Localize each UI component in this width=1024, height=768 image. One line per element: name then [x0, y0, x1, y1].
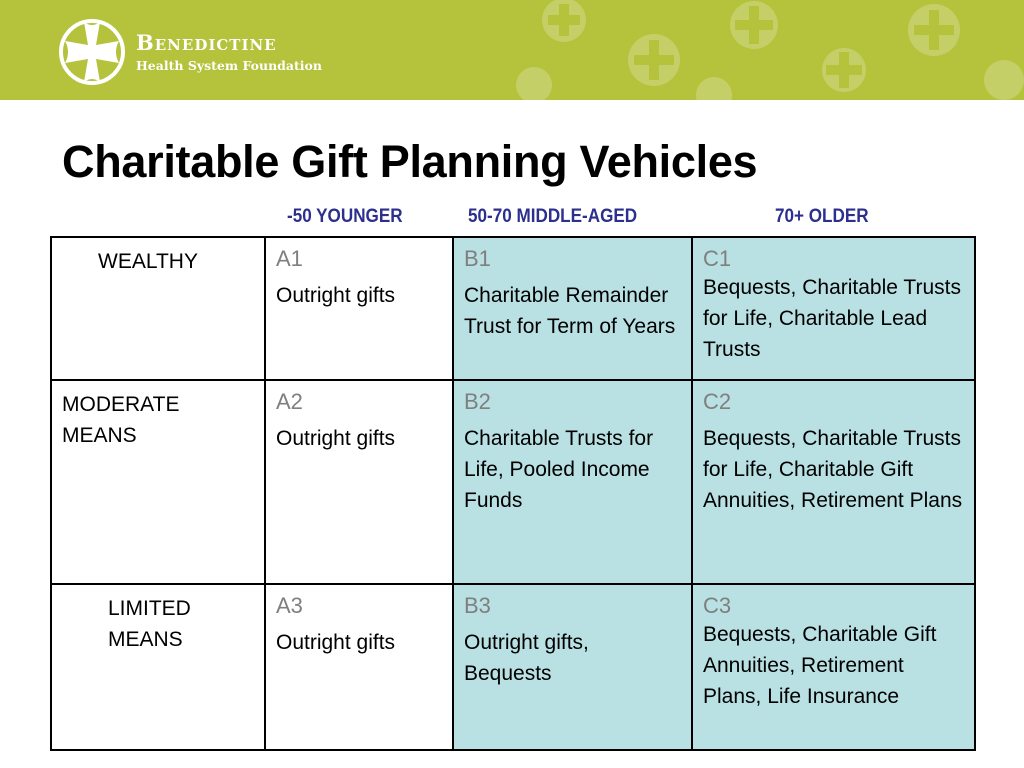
- cell-a1: [265, 237, 453, 380]
- cell-code: B3: [464, 593, 491, 618]
- cell-text: Bequests, Charitable Trusts for Life, Charitable Gift Annuities, Retirement Plans: [703, 427, 963, 512]
- cell-text: Bequests, Charitable Gift Annuities, Retirement Plans, Life Insurance: [703, 623, 937, 708]
- cell-text: Bequests, Charitable Trusts for Life, Charitable Lead Trusts: [703, 276, 961, 361]
- cell-c1: [692, 237, 975, 380]
- cell-text: Charitable Remainder Trust for Term of Years: [464, 284, 676, 338]
- cross-pattern-decoration: [504, 0, 1024, 100]
- cell-a3: [265, 584, 453, 750]
- slide-title: Charitable Gift Planning Vehicles: [62, 136, 758, 187]
- cell-code: C3: [703, 593, 732, 618]
- row-label-limited-means: LIMITED MEANS: [51, 584, 265, 750]
- column-header-middle-aged: 50-70 MIDDLE-AGED: [468, 206, 638, 227]
- cell-code: C2: [703, 389, 732, 414]
- column-header-older: 70+ OLDER: [775, 206, 869, 227]
- cell-code: A3: [276, 593, 303, 618]
- column-header-younger: -50 YOUNGER: [287, 206, 403, 227]
- cell-b2: [453, 380, 692, 584]
- brand-name: Benedictine: [136, 30, 277, 55]
- gift-planning-table: [50, 236, 976, 751]
- row-label-wealthy: WEALTHY: [51, 237, 265, 380]
- cell-text: Outright gifts: [276, 631, 396, 654]
- row-label-moderate-means: MODERATE MEANS: [51, 380, 265, 584]
- cell-code: A1: [276, 246, 303, 271]
- cell-text: Outright gifts, Bequests: [464, 631, 589, 685]
- cell-b3: [453, 584, 692, 750]
- cell-code: B2: [464, 389, 491, 414]
- cell-a2: [265, 380, 453, 584]
- table-row: [51, 380, 975, 584]
- header-banner: [0, 0, 1024, 100]
- cell-code: A2: [276, 389, 303, 414]
- cell-c3: [692, 584, 975, 750]
- cell-code: C1: [703, 246, 732, 271]
- cell-b1: [453, 237, 692, 380]
- table-row: [51, 584, 975, 750]
- cell-text: Outright gifts: [276, 284, 396, 307]
- table-row: [51, 237, 975, 380]
- cell-code: B1: [464, 246, 491, 271]
- cell-text: Charitable Trusts for Life, Pooled Income Funds: [464, 427, 654, 512]
- cell-c2: [692, 380, 975, 584]
- cell-text: Outright gifts: [276, 427, 396, 450]
- benedictine-cross-logo-icon: [58, 18, 126, 86]
- brand-subtitle: Health System Foundation: [136, 58, 322, 73]
